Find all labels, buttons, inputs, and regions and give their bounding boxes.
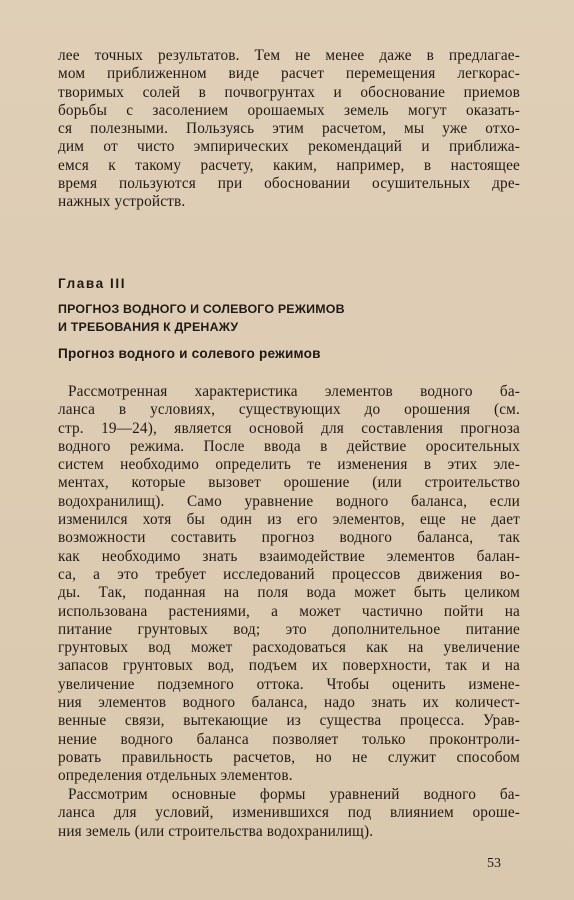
page-number: 53 [487,856,501,871]
text-line: са, а это требует исследований процессов движения во- [58,565,520,583]
text-line: время пользуются при обосновании осушительных дре- [58,175,520,193]
text-line: запасов грунтовых вод, подъем их поверхности, так и на [58,657,520,675]
text-line: использована растениями, а может частично пойти на [58,602,520,620]
text-line: творимых солей в почвогрунтах и обоснование приемов [58,83,520,101]
chapter-label: Глава III [58,276,127,291]
text-line: венные связи, вытекающие из существа процесса. Урав- [58,712,520,730]
chapter-title [58,300,520,336]
text-line: нажных устройств. [58,193,186,211]
text-line: систем необходимо определить те изменения в этих эле- [58,456,520,474]
text-line: дим от чисто эмпирических рекомендаций и приближа- [58,138,520,156]
text-line: стр. 19—24), является основой для составления прогноза [58,419,520,437]
text-line: возможности составить прогноз водного баланса, так [58,529,520,547]
text-line: питание грунтовых вод; это дополнительное питание [58,620,520,638]
body-paragraph-2 [58,786,520,841]
text-line: водного режима. После ввода в действие оросительных [58,437,520,455]
text-line: ния земель (или строительства водохранилищ). [58,822,374,840]
text-line: нение водного баланса позволяет только проконтроли- [58,730,520,748]
text-line: лее точных результатов. Тем не менее даже в предлагае- [58,47,520,64]
text-line: ланса в условиях, существующих до орошения (см. [58,401,520,419]
text-line: ды. Так, поданная на поля вода может быть целиком [58,584,520,602]
text-line: ся полезными. Пользуясь этим расчетом, мы уже отхо- [58,120,520,138]
chapter-title-line: ПРОГНОЗ ВОДНОГО И СОЛЕВОГО РЕЖИМОВ [58,302,345,316]
text-line: емся к такому расчету, каким, например, в настоящее [58,156,520,174]
chapter-title-line: И ТРЕБОВАНИЯ К ДРЕНАЖУ [58,320,239,334]
section-heading: Прогноз водного и солевого режимов [58,346,321,361]
text-line: водохранилищ). Само уравнение водного баланса, если [58,492,520,510]
text-line: ментах, которые вызовет орошение (или строительство [58,474,520,492]
body-paragraph-1 [58,383,520,786]
text-line: изменился хотя бы один из его элементов, еще не дает [58,511,520,529]
text-line: определения отдельных элементов. [58,767,293,785]
text-line: Рассмотренная характеристика элементов водного ба- [68,383,520,400]
text-line: увеличение подземного оттока. Чтобы оценить измене- [58,675,520,693]
text-line: мом приближенном виде расчет перемещения легкорас- [58,65,520,83]
text-line: как необходимо знать взаимодействие элементов балан- [58,547,520,565]
intro-paragraph [58,47,520,212]
text-line: Рассмотрим основные формы уравнений водного ба- [68,786,520,803]
text-line: ния элементов водного баланса, надо знать их количест- [58,694,520,712]
text-line: борьбы с засолением орошаемых земель могут оказать- [58,101,520,119]
text-line: ланса для условий, изменившихся под влиянием ороше- [58,804,520,822]
text-line: грунтовых вод может расходоваться как на увеличение [58,639,520,657]
text-line: ровать правильность расчетов, но не служит способом [58,748,520,766]
